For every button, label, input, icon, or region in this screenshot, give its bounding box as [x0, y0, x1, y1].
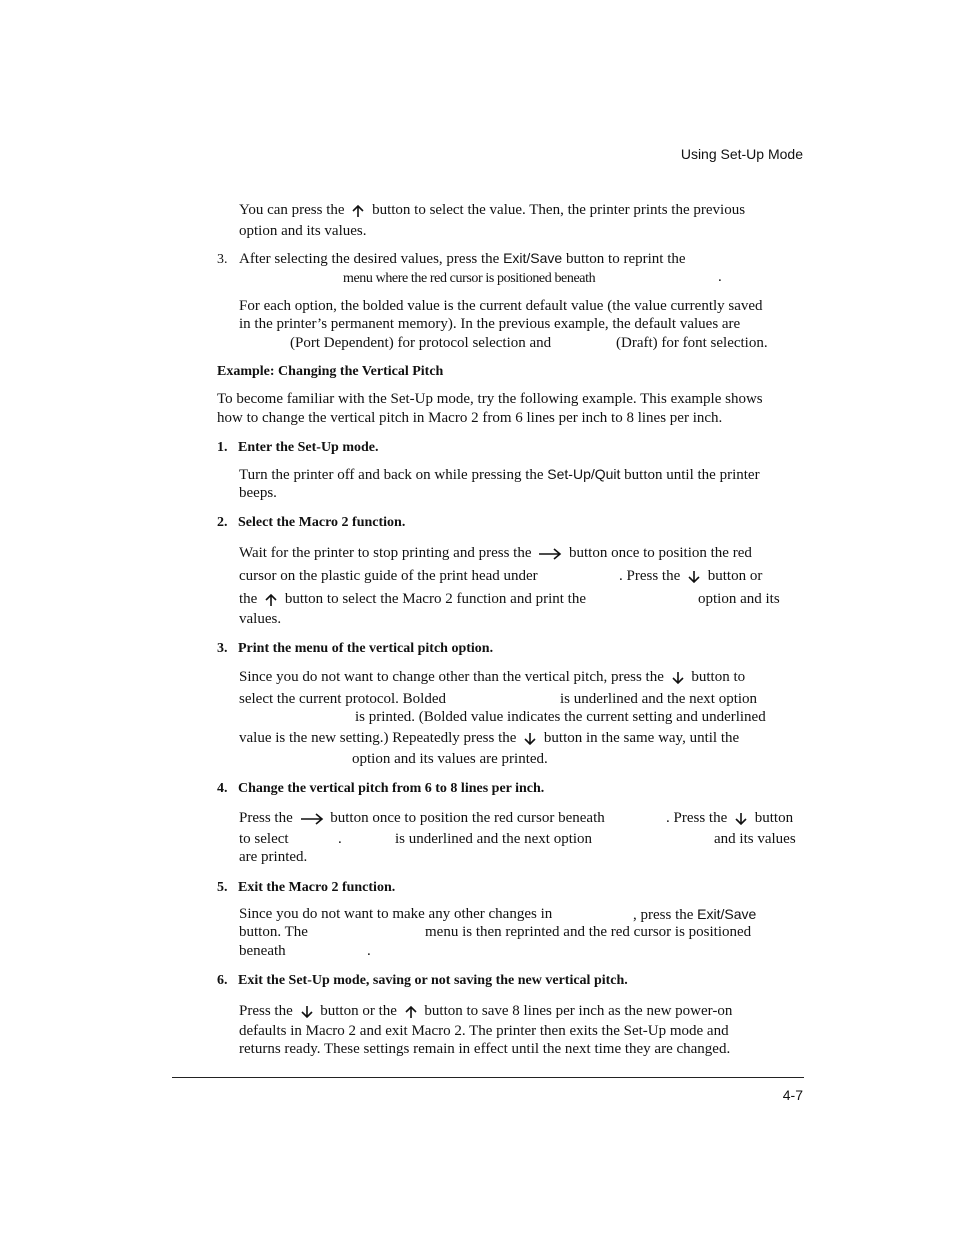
- default-para-line-1: For each option, the bolded value is the current default value (the value currently saved: [239, 298, 763, 314]
- down-arrow-icon: [300, 1005, 314, 1019]
- step3b-line-3: is printed. (Bolded value indicates the current setting and underlined: [355, 709, 766, 725]
- step1-line-2: beeps.: [239, 485, 277, 501]
- up-arrow-icon: [404, 1005, 418, 1019]
- default-para-line-2: in the printer’s permanent memory). In the previous example, the default values are: [239, 316, 741, 332]
- down-arrow-icon: [734, 812, 748, 826]
- right-arrow-icon: [538, 548, 562, 560]
- step2-line-3a: the button to select the Macro 2 function and print the: [239, 591, 586, 607]
- step4-line-3: are printed.: [239, 849, 308, 865]
- step5-line-2b: menu is then reprinted and the red cursor is positioned: [425, 924, 752, 940]
- intro-line-2: option and its values.: [239, 223, 367, 239]
- step3-heading: 3. Print the menu of the vertical pitch option.: [217, 641, 494, 656]
- right-arrow-icon: [300, 813, 324, 825]
- exit-save-button-name: Exit/Save: [697, 906, 757, 922]
- step4-line-2c: is underlined and the next option: [395, 831, 593, 847]
- step2-line-3c: option and its: [698, 591, 780, 607]
- step6-line-3: returns ready. These settings remain in effect until the next time they are changed.: [239, 1041, 731, 1057]
- step4-line-1c: . Press the button: [666, 810, 794, 826]
- step6-line-2: defaults in Macro 2 and exit Macro 2. The printer then exits the Set-Up mode and: [239, 1023, 729, 1039]
- step4-line-2a: to select: [239, 831, 289, 847]
- example-line-1: To become familiar with the Set-Up mode, try the following example. This example shows: [217, 391, 763, 407]
- step5-line-3b: .: [367, 943, 371, 959]
- step2-line-2a: cursor on the plastic guide of the print head under: [239, 568, 538, 584]
- step3b-line-2b: is underlined and the next option: [560, 691, 758, 707]
- step3b-line-2a: select the current protocol. Bolded: [239, 691, 447, 707]
- step3b-line-4: value is the new setting.) Repeatedly press the button in the same way, until the: [239, 730, 740, 746]
- down-arrow-icon: [687, 570, 701, 584]
- step1-heading: 1. Enter the Set-Up mode.: [217, 440, 379, 455]
- step5-line-1a: Since you do not want to make any other changes in: [239, 906, 553, 922]
- section-heading: Example: Changing the Vertical Pitch: [217, 364, 444, 379]
- default-para-line-3b: (Draft) for font selection.: [616, 335, 768, 351]
- up-arrow-icon: [264, 593, 278, 607]
- step3-line-1: After selecting the desired values, press the Exit/Save button to reprint the: [239, 250, 686, 267]
- running-header: Using Set-Up Mode: [680, 146, 803, 162]
- up-arrow-icon: [351, 204, 365, 218]
- step4-line-2b: .: [338, 831, 342, 847]
- intro-line-1: You can press the button to select the value. Then, the printer prints the previous: [239, 202, 746, 218]
- step6-heading: 6. Exit the Set-Up mode, saving or not saving the new vertical pitch.: [217, 973, 628, 988]
- step5-heading: 5. Exit the Macro 2 function.: [217, 880, 396, 895]
- step1-line-1: Turn the printer off and back on while pressing the Set-Up/Quit button until the printer: [239, 466, 760, 483]
- step6-line-1: Press the button or the button to save 8 lines per inch as the new power-on: [239, 1003, 733, 1019]
- step5-line-3a: beneath: [239, 943, 286, 959]
- step3b-line-5: option and its values are printed.: [352, 751, 548, 767]
- page-number: 4-7: [782, 1087, 803, 1103]
- step2-line-4: values.: [239, 611, 282, 627]
- setup-quit-button-name: Set-Up/Quit: [547, 466, 621, 482]
- default-para-line-3a: (Port Dependent) for protocol selection and: [290, 335, 552, 351]
- step5-line-2a: button. The: [239, 924, 308, 940]
- exit-save-button-name: Exit/Save: [503, 250, 563, 266]
- step5-line-1b: , press the Exit/Save: [633, 906, 757, 923]
- down-arrow-icon: [671, 671, 685, 685]
- step4-line-1a: Press the button once to position the red cursor beneath: [239, 810, 605, 826]
- step4-line-2d: and its values: [714, 831, 796, 847]
- step3-line-2b: .: [718, 269, 722, 285]
- step2-line-1: Wait for the printer to stop printing and press the button once to position the red: [239, 545, 752, 561]
- footer-divider: [172, 1077, 804, 1078]
- step2-heading: 2. Select the Macro 2 function.: [217, 515, 406, 530]
- example-line-2: how to change the vertical pitch in Macro 2 from 6 lines per inch to 8 lines per inch.: [217, 410, 723, 426]
- step-number: 3.: [217, 252, 228, 267]
- step4-heading: 4. Change the vertical pitch from 6 to 8 lines per inch.: [217, 781, 545, 796]
- step2-line-2b: . Press the button or: [619, 568, 763, 584]
- step3-line-2a: menu where the red cursor is positioned beneath: [343, 271, 596, 286]
- step3b-line-1: Since you do not want to change other than the vertical pitch, press the button to: [239, 669, 746, 685]
- down-arrow-icon: [523, 732, 537, 746]
